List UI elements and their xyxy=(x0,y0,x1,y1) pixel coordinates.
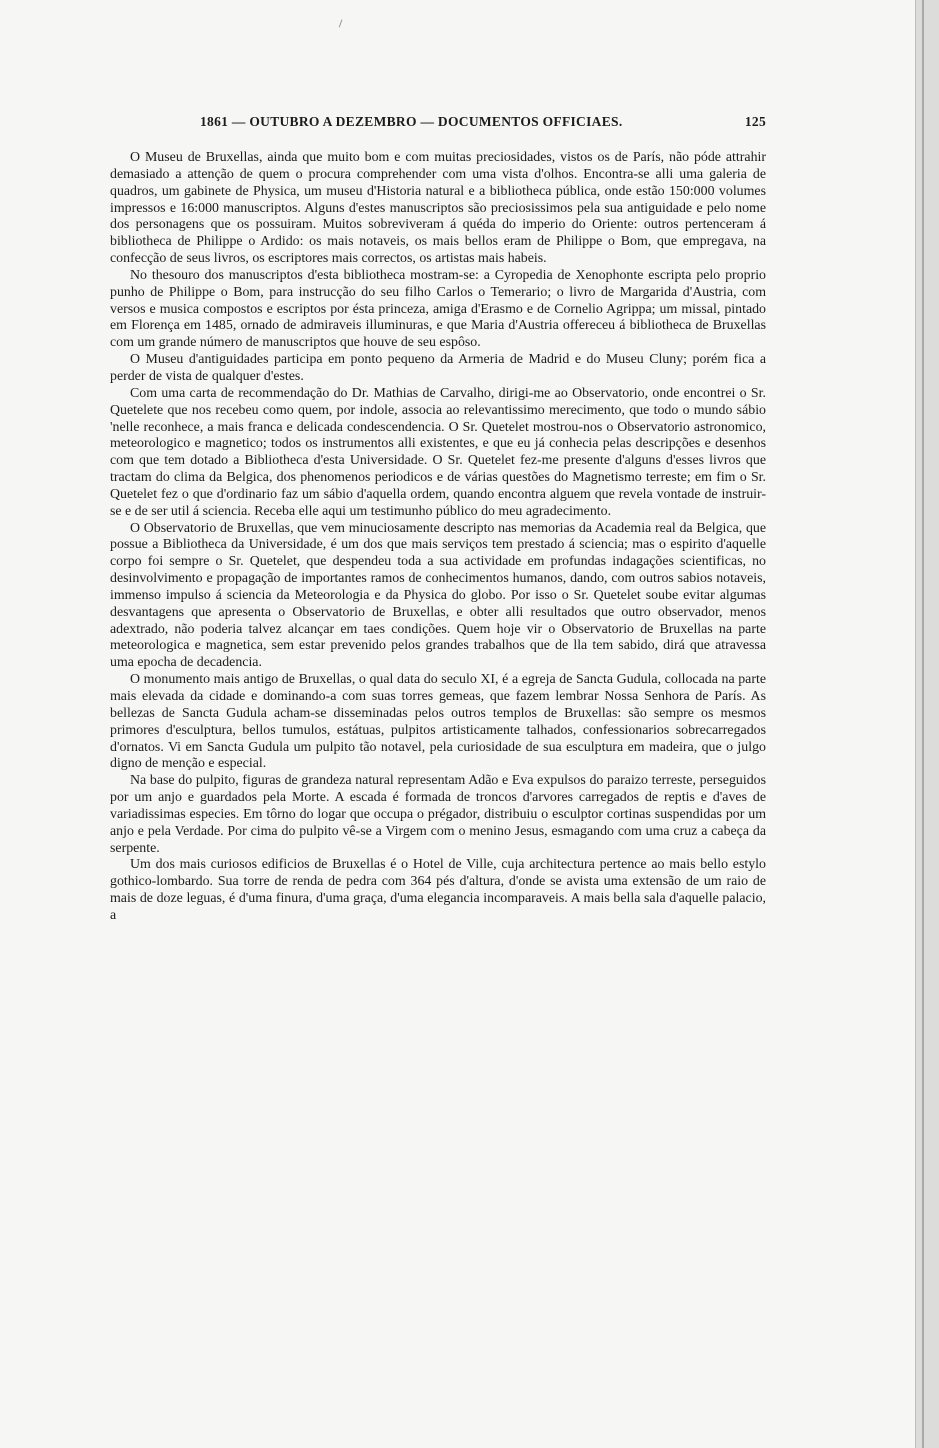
page-number: 125 xyxy=(744,114,766,129)
paragraph: O Museu de Bruxellas, ainda que muito bom e com muitas preciosidades, vistos os de París, não póde attrahir demasiado a attenção de quem o procura comprehender com uma vista d'olhos. Encontra-se alli uma galeria de quadros, um gabinete de Physica, um museu d'Historia natural e a bibliotheca pública, onde estão 150:000 volumes impressos e 16:000 manuscriptos. Alguns d'estes manuscriptos são preciosissimos pela sua antiguidade e pelo nome dos personagens que os possuiram. Muitos sobreviveram á quéda do imperio do Oriente: outros pertenceram á bibliotheca de Philippe o Ardido: os mais notaveis, os mais bellos eram de Philippe o Bom, que empregava, na confecção de seus livros, os escriptores mais correctos, os artistas mais habeis. xyxy=(110,150,766,267)
paragraph: Na base do pulpito, figuras de grandeza natural representam Adão e Eva expulsos do paraizo terreste, perseguidos por um anjo e guardados pela Morte. A escada é formada de troncos d'arvores carregados de reptis e d'aves de variadissimas especies. Em tôrno do logar que occupa o prégador, distribuiu o esculptor cortinas suspendidas por um anjo e pela Verdade. Por cima do pulpito vê-se a Virgem com o menino Jesus, esmagando com uma cruz a cabeça da serpente. xyxy=(110,773,766,856)
scan-margin-strip xyxy=(915,0,939,1448)
page-content xyxy=(110,114,766,925)
running-head xyxy=(110,114,766,136)
paragraph: Um dos mais curiosos edificios de Bruxellas é o Hotel de Ville, cuja architectura pertence ao mais bello estylo gothico-lombardo. Sua torre de renda de pedra com 364 pés d'altura, d'onde se avista uma extensão de um raio de mais de doze leguas, é d'uma finura, d'uma graça, d'uma elegancia incomparaveis. A mais bella sala d'aquelle palacio, a xyxy=(110,857,766,923)
paragraph: No thesouro dos manuscriptos d'esta bibliotheca mostram-se: a Cyropedia de Xenophonte escripta pelo proprio punho de Philippe o Bom, para instrucção do seu filho Carlos o Temerario; o livro de Margarida d'Austria, com versos e musica compostos e escriptos por ésta princeza, amiga d'Erasmo e de Cornelio Agrippa; um missal, pintado em Florença em 1485, ornado de admiraveis illuminuras, e que Maria d'Austria offereceu á bibliotheca de Bruxellas com um grande número de manuscriptos que houve de seu espôso. xyxy=(110,267,766,351)
body-text xyxy=(110,150,766,925)
scan-edge-line xyxy=(922,0,924,1448)
pencil-mark xyxy=(339,20,345,29)
paragraph: O monumento mais antigo de Bruxellas, o qual data do seculo XI, é a egreja de Sancta Gudula, collocada na parte mais elevada da cidade e dominando-a com suas torres gemeas, que fazem lembrar Nossa Senhora de París. As bellezas de Sancta Gudula acham-se disseminadas pelos outros templos de Bruxellas: são sempre os mesmos primores d'esculptura, bellos tumulos, estátuas, pulpitos artisticamente talhados, confessionarios sobrecarregados d'ornatos. Vi em Sancta Gudula um pulpito tão notavel, pela curiosidade de sua esculptura em madeira, que o julgo digno de menção e especial. xyxy=(110,672,766,772)
running-head-title: 1861 — OUTUBRO A DEZEMBRO — DOCUMENTOS OFFICIAES. xyxy=(200,114,623,129)
paragraph: O Museu d'antiguidades participa em ponto pequeno da Armeria de Madrid e do Museu Cluny; porém fica a perder de vista de qualquer d'estes. xyxy=(110,352,766,384)
paragraph: Com uma carta de recommendação do Dr. Mathias de Carvalho, dirigi-me ao Observatorio, onde encontrei o Sr. Quetelete que nos recebeu como quem, por indole, associa ao relevantissimo merecimento, que todo o mundo sábio 'nelle reconhece, a mais franca e delicada condescendencia. O Sr. Quetelet mostrou-nos o Observatorio astronomico, meteorologico e magnetico; todos os instrumentos alli existentes, e que eu já conhecia pelas descripções e desenhos com que tem dotado a Bibliotheca d'esta Universidade. O Sr. Quetelet fez-me presente d'alguns d'esses livros que tractam do clima da Belgica, dos phenomenos periodicos e de várias questões do Magnetismo terreste; em fim o Sr. Quetelet fez o que d'ordinario faz um sábio d'aquella ordem, quando encontra alguem que revela vontade de instruir-se e de ser util á sciencia. Receba elle aqui um testimunho público do meu agradecimento. xyxy=(110,385,766,519)
paragraph: O Observatorio de Bruxellas, que vem minuciosamente descripto nas memorias da Academia real da Belgica, que possue a Bibliotheca da Universidade, é um dos que mais serviços tem prestado á sciencia; mas o espirito d'aquelle corpo foi sempre o Sr. Quetelet, que despendeu toda a sua actividade em profundas indagações scientificas, no desinvolvimento e propagação de importantes ramos de conhecimentos humanos, dando, com outros sabios notaveis, immenso impulso á sciencia da Meteorologia e da Physica do globo. Por isso o Sr. Quetelet soube evitar algumas desvantagens que apresenta o Observatorio de Bruxellas, e obter alli resultados que outro observador, menos adextrado, não poderia talvez alcançar em taes condições. Quem hoje vir o Observatorio de Bruxellas na parte meteorologica e magnetica, sem estar prevenido pelos grandes trabalhos que de lla tem sabido, dirá que atravessa uma epocha de decadencia. xyxy=(110,520,766,671)
